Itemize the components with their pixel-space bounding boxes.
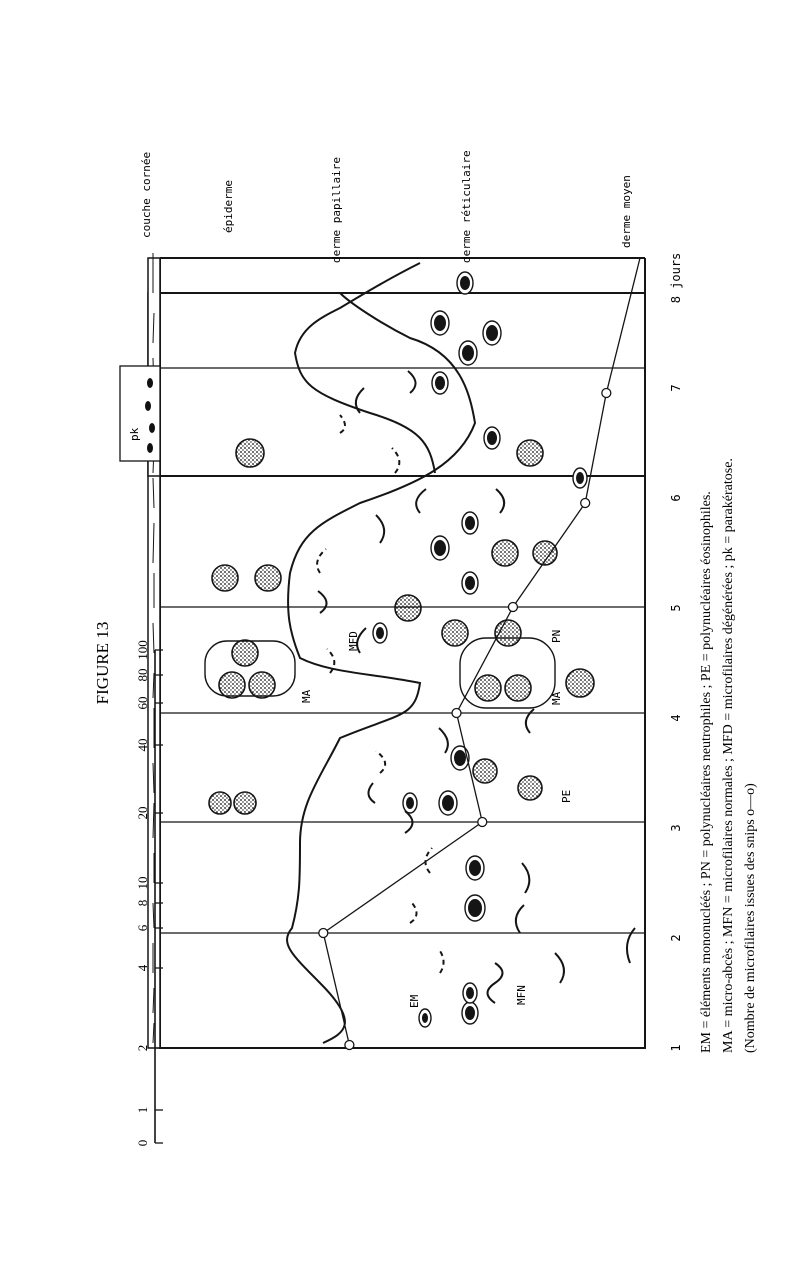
label-pk: pk	[128, 427, 141, 441]
eosinophil-cell	[442, 620, 468, 646]
layer-label-derme-papillaire-text: derme papillaire	[330, 157, 343, 263]
eosinophil-cell	[473, 759, 497, 783]
eosinophil-cell	[505, 675, 531, 701]
normal-microfilaria	[318, 591, 327, 613]
normal-microfilaria	[522, 863, 529, 893]
eosinophil-cell	[209, 792, 231, 814]
mononuclear-nucleus	[435, 376, 445, 390]
layer-label-epiderme: épiderme	[222, 180, 235, 233]
count-axis-tick-label: 0	[135, 1139, 150, 1147]
layer-label-derme-papillaire	[330, 157, 343, 263]
degenerate-microfilaria	[317, 549, 326, 573]
snip-count-point	[478, 818, 487, 827]
count-axis-tick-label: 100	[135, 640, 150, 660]
mononuclear-nucleus	[468, 899, 482, 917]
eosinophil-cell	[518, 776, 542, 800]
day-label: 7	[669, 384, 683, 392]
mononuclear-nucleus	[460, 276, 470, 290]
label-pe: PE	[560, 789, 573, 803]
eosinophil-cell	[255, 565, 281, 591]
label-mfn: MFN	[515, 985, 528, 1005]
histology-panel-left	[148, 293, 645, 1048]
mononuclear-nucleus	[466, 987, 474, 999]
normal-microfilaria	[408, 371, 416, 393]
day-label: 3	[669, 824, 683, 832]
normal-microfilaria	[376, 515, 384, 543]
layer-label-derme-moyen-text: derme moyen	[620, 175, 633, 248]
eosinophil-cell	[566, 669, 594, 697]
normal-microfilaria	[416, 489, 426, 513]
snip-count-point	[508, 603, 517, 612]
count-axis-tick-label: 20	[135, 806, 150, 820]
eosinophil-cell	[236, 439, 264, 467]
layer-label-derme-moyen	[620, 175, 633, 248]
eosinophil-cell	[395, 595, 421, 621]
mononuclear-nucleus	[469, 860, 481, 876]
day-labels	[669, 253, 683, 1052]
degenerate-microfilaria	[438, 948, 444, 973]
count-axis-tick-label: 40	[135, 738, 150, 752]
mononuclear-nucleus	[422, 1013, 428, 1023]
snip-count-point	[602, 389, 611, 398]
layer-label-derme-reticulaire-text: derme réticulaire	[460, 150, 473, 263]
eosinophil-cell	[232, 640, 258, 666]
eosinophil-cell	[492, 540, 518, 566]
layer-label-derme-reticulaire	[460, 150, 473, 263]
rotated-figure	[93, 150, 758, 1146]
dermo-epidermal-junction-left	[287, 293, 475, 1043]
day-label: 1	[669, 1044, 683, 1052]
figure-title: FIGURE 13	[93, 621, 112, 705]
snip-count-point	[345, 1041, 354, 1050]
mononuclear-nucleus	[486, 325, 498, 341]
degenerate-microfilaria	[392, 448, 399, 473]
snip-count-point	[319, 929, 328, 938]
mononuclear-nucleus	[576, 472, 584, 484]
eosinophil-cell	[219, 672, 245, 698]
mononuclear-nucleus	[465, 516, 475, 530]
normal-microfilaria	[516, 905, 524, 933]
mononuclear-nucleus	[462, 345, 474, 361]
count-axis-tick-label: 10	[135, 876, 150, 890]
mononuclear-nucleus	[465, 1006, 475, 1020]
label-ma-2: MA	[550, 691, 563, 705]
day-label: 5	[669, 604, 683, 612]
snip-count-point	[581, 499, 590, 508]
degenerate-microfilaria	[327, 649, 334, 673]
count-axis-tick-label: 2	[135, 1044, 150, 1052]
normal-microfilaria	[368, 783, 375, 803]
snip-count-line-tail	[606, 258, 640, 393]
cell-layer	[209, 272, 594, 1027]
count-axis-tick-label: 4	[135, 964, 150, 972]
mononuclear-nucleus	[465, 576, 475, 590]
normal-microfilaria	[488, 963, 503, 1003]
eosinophil-cell	[475, 675, 501, 701]
count-axis-tick-label: 1	[135, 1106, 150, 1114]
mononuclear-nucleus	[442, 795, 454, 811]
count-axis-tick-label: 60	[135, 696, 150, 710]
layer-label-couche-cornee: couche cornée	[140, 151, 153, 238]
label-ma-1: MA	[300, 689, 313, 703]
day-label: 8 jours	[669, 252, 683, 304]
histology-panel-right	[120, 253, 645, 478]
mononuclear-nucleus	[454, 750, 466, 766]
mononuclear-nucleus	[434, 315, 446, 331]
degenerate-microfilaria	[376, 751, 385, 773]
degenerate-microfilaria	[340, 415, 345, 433]
eosinophil-cell	[234, 792, 256, 814]
mononuclear-nucleus	[376, 627, 384, 639]
eosinophil-cell	[212, 565, 238, 591]
day-label: 4	[669, 714, 683, 722]
legend-line-1: EM = éléments mononucléés ; PN = polynucléaires neutrophiles ; PE = polynucléaires éosinophiles.	[699, 491, 714, 1053]
label-mfd: MFD	[347, 631, 360, 651]
normal-microfilaria	[555, 953, 564, 983]
count-axis-tick-label: 6	[135, 924, 150, 932]
day-label: 2	[669, 934, 683, 942]
normal-microfilaria	[496, 489, 504, 513]
mononuclear-nucleus	[434, 540, 446, 556]
legend-line-3: (Nombre de microfilaires issues des snips o—o)	[743, 783, 758, 1053]
eosinophil-cell	[249, 672, 275, 698]
label-em: EM	[408, 994, 421, 1008]
label-pn: PN	[550, 629, 563, 643]
count-axis-tick-label: 80	[135, 668, 150, 682]
day-label: 6	[669, 494, 683, 502]
snip-count-chart	[319, 258, 640, 1050]
count-axis-tick-label: 8	[135, 899, 150, 907]
micro-abscess-outline-2	[460, 638, 555, 708]
degenerate-microfilaria	[410, 903, 417, 923]
normal-microfilaria	[439, 728, 448, 753]
eosinophil-cell	[517, 440, 543, 466]
parakeratosis-block	[120, 366, 160, 461]
mononuclear-nucleus	[487, 431, 497, 445]
snip-count-line	[323, 393, 606, 1045]
snip-count-point	[452, 709, 461, 718]
mononuclear-nucleus	[406, 797, 414, 809]
legend-line-2: MA = micro-abcès ; MFN = microfilaires normales ; MFD = microfilaires dégénérées ; pk = parakératose.	[721, 458, 736, 1053]
